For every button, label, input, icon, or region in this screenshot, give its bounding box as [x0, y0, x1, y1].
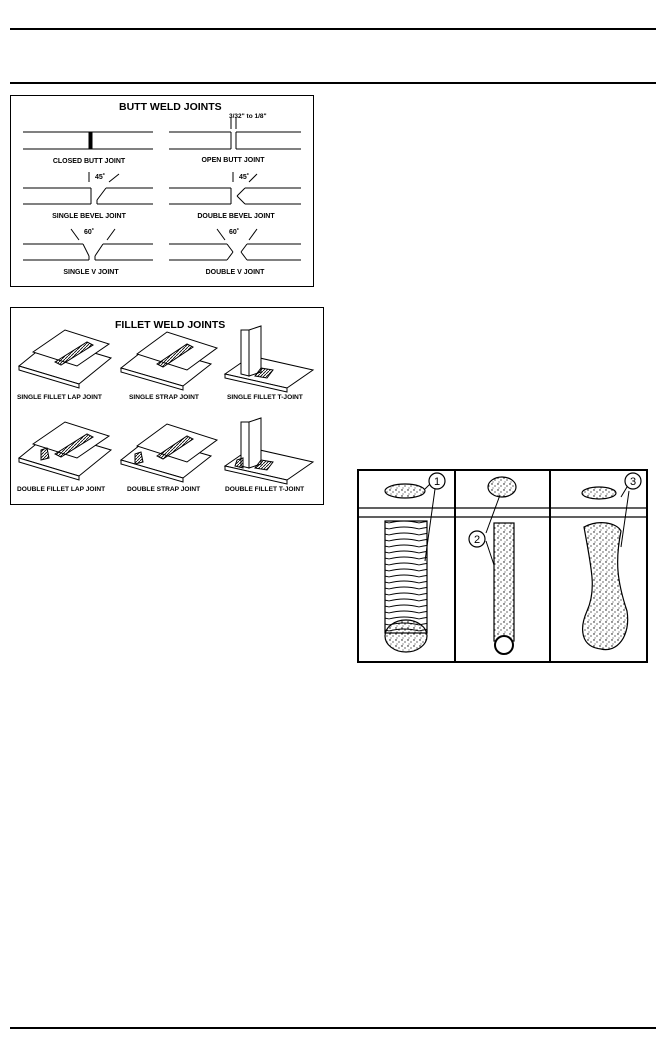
callout-3: 3: [629, 476, 637, 488]
double-bevel-label: DOUBLE BEVEL JOINT: [197, 213, 275, 220]
single-strap-label: SINGLE STRAP JOINT: [129, 394, 199, 401]
closed-butt-diagram: [23, 132, 153, 149]
single-v-label: SINGLE V JOINT: [63, 269, 119, 276]
butt-weld-figure: [10, 95, 314, 287]
double-fillet-lap-diagram: [19, 422, 111, 480]
weld-bead-figure: [357, 469, 648, 663]
single-fillet-lap-diagram: [19, 330, 111, 388]
single-fillet-t-label: SINGLE FILLET T-JOINT: [227, 394, 303, 401]
single-fillet-lap-label: SINGLE FILLET LAP JOINT: [17, 394, 102, 401]
header-rule: [10, 82, 656, 84]
gap-label: 3/32" to 1/8": [229, 113, 267, 120]
callout-1: 1: [433, 476, 441, 488]
double-bevel-diagram: [169, 172, 301, 204]
double-strap-label: DOUBLE STRAP JOINT: [127, 486, 201, 493]
fillet-weld-title: FILLET WELD JOINTS: [115, 319, 226, 331]
double-fillet-t-label: DOUBLE FILLET T-JOINT: [225, 486, 305, 493]
good-bead: [385, 473, 445, 652]
single-bevel-diagram: [23, 172, 153, 204]
single-strap-diagram: [121, 332, 217, 390]
butt-weld-title: BUTT WELD JOINTS: [119, 101, 222, 113]
irregular-bead: [582, 473, 641, 650]
angle-45-double: 45˚: [239, 174, 250, 181]
double-v-label: DOUBLE V JOINT: [205, 269, 265, 276]
narrow-bead: [469, 477, 516, 654]
footer-rule: [10, 1027, 656, 1029]
callout-2: 2: [473, 534, 481, 546]
double-strap-diagram: [121, 424, 217, 482]
open-butt-diagram: [169, 118, 301, 149]
fillet-weld-figure: [10, 307, 324, 505]
single-bevel-label: SINGLE BEVEL JOINT: [52, 213, 126, 220]
open-butt-label: OPEN BUTT JOINT: [201, 157, 265, 164]
angle-60-double: 60˚: [229, 229, 240, 236]
angle-45-single: 45˚: [95, 174, 106, 181]
double-fillet-lap-label: DOUBLE FILLET LAP JOINT: [17, 486, 106, 493]
angle-60-single: 60˚: [84, 229, 95, 236]
closed-butt-label: CLOSED BUTT JOINT: [52, 158, 126, 165]
double-fillet-t-diagram: [225, 418, 313, 484]
top-rule: [10, 28, 656, 30]
single-fillet-t-diagram: [225, 326, 313, 392]
